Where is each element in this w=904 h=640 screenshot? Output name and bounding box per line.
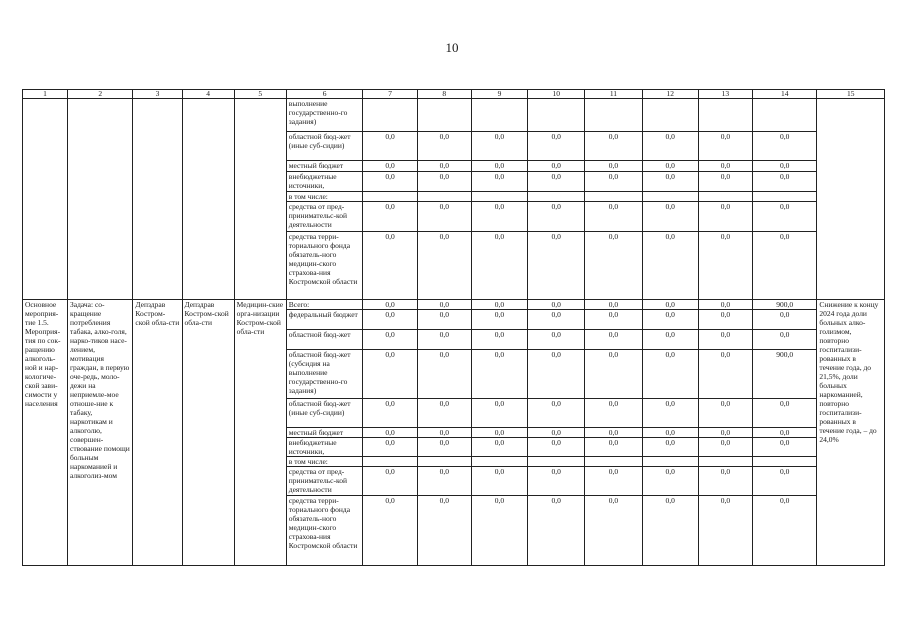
value-cell (698, 457, 752, 467)
value-cell (417, 99, 471, 132)
value-cell (698, 99, 752, 132)
funding-source-label: областной бюд-жет (субсидия на выполнение государственно-го задания) (286, 350, 363, 399)
value-cell: 0,0 (363, 399, 417, 428)
value-cell: 0,0 (528, 496, 585, 566)
expected-result: Снижение к концу 2024 года доли больных алко-голизмом, повторно госпитализи-рованных в течение года, до 21,5%, доли больных наркоманией, повторно госпитализи-рованных в течение года, – до 24,0% (817, 300, 885, 566)
participants: Медицин-ские орга-низации Костром-ской обла-сти (234, 300, 286, 566)
value-cell (471, 192, 527, 202)
value-cell: 0,0 (585, 428, 642, 438)
value-cell (528, 99, 585, 132)
value-cell: 0,0 (528, 132, 585, 161)
value-cell: 0,0 (528, 399, 585, 428)
value-cell (585, 457, 642, 467)
value-cell: 0,0 (698, 330, 752, 350)
value-cell: 0,0 (753, 232, 817, 300)
column-header: 2 (67, 90, 132, 99)
value-cell: 0,0 (471, 232, 527, 300)
funding-source-label: федеральный бюджет (286, 310, 363, 330)
value-cell: 0,0 (528, 172, 585, 192)
value-cell (417, 457, 471, 467)
funding-source-label: областной бюд-жет (иные суб-сидии) (286, 132, 363, 161)
value-cell: 0,0 (753, 428, 817, 438)
value-cell: 0,0 (698, 310, 752, 330)
value-cell: 0,0 (417, 300, 471, 310)
value-cell: 0,0 (417, 330, 471, 350)
header-row (23, 90, 885, 99)
value-cell: 0,0 (363, 202, 417, 232)
value-cell: 0,0 (698, 172, 752, 192)
value-cell: 0,0 (417, 496, 471, 566)
coexecutor: Депздрав Костром-ской обла-сти (182, 300, 234, 566)
value-cell (471, 457, 527, 467)
value-cell: 0,0 (698, 202, 752, 232)
funding-source-label: внебюджетные источники, (286, 172, 363, 192)
value-cell (698, 192, 752, 202)
value-cell: 0,0 (698, 428, 752, 438)
column-header: 1 (23, 90, 68, 99)
value-cell: 0,0 (642, 350, 698, 399)
value-cell: 0,0 (642, 132, 698, 161)
column-header: 8 (417, 90, 471, 99)
value-cell: 0,0 (363, 496, 417, 566)
page-number: 10 (445, 40, 459, 55)
event-name: Основное мероприя-тие 1.5. Мероприя-тия по сок-ращению алкоголь-ной и нар-кологиче-ской зави-симости у населения (23, 300, 68, 566)
value-cell: 0,0 (417, 428, 471, 438)
empty-cell (182, 99, 234, 300)
value-cell: 0,0 (417, 310, 471, 330)
value-cell: 0,0 (642, 161, 698, 172)
column-header: 15 (817, 90, 885, 99)
value-cell: 0,0 (471, 428, 527, 438)
value-cell: 0,0 (585, 202, 642, 232)
value-cell: 0,0 (363, 300, 417, 310)
value-cell: 0,0 (642, 438, 698, 457)
value-cell: 0,0 (753, 496, 817, 566)
value-cell: 0,0 (471, 202, 527, 232)
value-cell (528, 457, 585, 467)
value-cell: 0,0 (417, 467, 471, 496)
value-cell: 0,0 (698, 496, 752, 566)
value-cell: 0,0 (528, 161, 585, 172)
column-header: 7 (363, 90, 417, 99)
funding-source-label: областной бюд-жет (286, 330, 363, 350)
value-cell: 0,0 (642, 496, 698, 566)
value-cell: 0,0 (642, 202, 698, 232)
value-cell (642, 192, 698, 202)
column-header: 13 (698, 90, 752, 99)
value-cell: 0,0 (471, 467, 527, 496)
table-row (23, 99, 885, 132)
funding-source-label: средства терри-ториального фонда обязатель-ного медицин-ского страхова-ния Костромской области (286, 232, 363, 300)
funding-source-label: местный бюджет (286, 428, 363, 438)
column-header: 3 (133, 90, 182, 99)
value-cell: 900,0 (753, 300, 817, 310)
value-cell: 0,0 (471, 438, 527, 457)
value-cell: 0,0 (363, 428, 417, 438)
value-cell: 0,0 (698, 438, 752, 457)
value-cell (585, 99, 642, 132)
value-cell (528, 192, 585, 202)
value-cell: 0,0 (753, 202, 817, 232)
value-cell: 0,0 (471, 350, 527, 399)
value-cell: 0,0 (417, 438, 471, 457)
value-cell (363, 99, 417, 132)
budget-table (22, 89, 885, 566)
task-description: Задача: со-кращение потребления табака, алко-голя, нарко-тиков насе-лением, мотивация граждан, в первую оче-редь, моло-дежи на неприемле-мое отноше-ние к табаку, наркотикам и алкоголю, совершен-ствование помощи больным наркоманией и алкоголиз-мом (67, 300, 132, 566)
value-cell: 0,0 (417, 132, 471, 161)
value-cell: 0,0 (417, 232, 471, 300)
value-cell (363, 192, 417, 202)
funding-source-label: местный бюджет (286, 161, 363, 172)
funding-source-label: внебюджетные источники, (286, 438, 363, 457)
value-cell: 0,0 (471, 310, 527, 330)
value-cell: 0,0 (363, 132, 417, 161)
value-cell: 0,0 (363, 161, 417, 172)
value-cell: 0,0 (528, 330, 585, 350)
value-cell: 0,0 (363, 232, 417, 300)
funding-source-label: выполнение государственно-го задания) (286, 99, 363, 132)
value-cell: 0,0 (753, 310, 817, 330)
value-cell: 0,0 (471, 161, 527, 172)
value-cell: 0,0 (528, 202, 585, 232)
empty-cell (817, 99, 885, 300)
value-cell: 0,0 (753, 399, 817, 428)
column-header: 6 (286, 90, 363, 99)
value-cell (642, 99, 698, 132)
value-cell: 0,0 (698, 232, 752, 300)
value-cell: 0,0 (363, 172, 417, 192)
value-cell (585, 192, 642, 202)
value-cell: 0,0 (471, 300, 527, 310)
value-cell: 0,0 (528, 232, 585, 300)
column-header: 12 (642, 90, 698, 99)
value-cell: 0,0 (528, 467, 585, 496)
column-header: 9 (471, 90, 527, 99)
value-cell: 0,0 (585, 172, 642, 192)
value-cell: 0,0 (753, 438, 817, 457)
value-cell (753, 457, 817, 467)
value-cell: 0,0 (585, 350, 642, 399)
value-cell: 0,0 (698, 350, 752, 399)
value-cell: 0,0 (753, 172, 817, 192)
value-cell: 0,0 (528, 300, 585, 310)
value-cell: 0,0 (363, 350, 417, 399)
value-cell: 0,0 (471, 496, 527, 566)
funding-source-label: в том числе: (286, 457, 363, 467)
value-cell: 0,0 (471, 172, 527, 192)
value-cell: 0,0 (471, 330, 527, 350)
value-cell: 0,0 (417, 350, 471, 399)
value-cell: 0,0 (642, 330, 698, 350)
value-cell: 0,0 (528, 350, 585, 399)
value-cell: 0,0 (417, 202, 471, 232)
value-cell: 0,0 (698, 300, 752, 310)
value-cell (642, 457, 698, 467)
value-cell: 0,0 (471, 399, 527, 428)
value-cell: 0,0 (698, 467, 752, 496)
value-cell: 0,0 (585, 310, 642, 330)
empty-cell (67, 99, 132, 300)
table-row (23, 300, 885, 310)
value-cell: 0,0 (363, 438, 417, 457)
value-cell: 0,0 (585, 496, 642, 566)
funding-source-label: в том числе: (286, 192, 363, 202)
responsible-executor: Депздрав Костром-ской обла-сти (133, 300, 182, 566)
value-cell: 0,0 (753, 132, 817, 161)
value-cell (753, 99, 817, 132)
value-cell: 0,0 (528, 428, 585, 438)
value-cell: 0,0 (363, 310, 417, 330)
empty-cell (133, 99, 182, 300)
value-cell: 0,0 (753, 330, 817, 350)
empty-cell (23, 99, 68, 300)
value-cell: 0,0 (642, 428, 698, 438)
value-cell: 0,0 (642, 300, 698, 310)
value-cell: 0,0 (642, 467, 698, 496)
value-cell: 0,0 (471, 132, 527, 161)
value-cell (363, 457, 417, 467)
value-cell: 0,0 (585, 438, 642, 457)
value-cell: 0,0 (585, 232, 642, 300)
value-cell: 0,0 (585, 300, 642, 310)
value-cell: 900,0 (753, 350, 817, 399)
value-cell: 0,0 (417, 172, 471, 192)
empty-cell (234, 99, 286, 300)
column-header: 5 (234, 90, 286, 99)
column-header: 4 (182, 90, 234, 99)
value-cell (753, 192, 817, 202)
value-cell: 0,0 (417, 161, 471, 172)
funding-source-label: Всего: (286, 300, 363, 310)
value-cell: 0,0 (698, 132, 752, 161)
value-cell: 0,0 (698, 399, 752, 428)
value-cell: 0,0 (528, 310, 585, 330)
funding-source-label: средства от пред-принимательс-кой деятельности (286, 467, 363, 496)
column-header: 14 (753, 90, 817, 99)
funding-source-label: средства от пред-принимательс-кой деятельности (286, 202, 363, 232)
value-cell: 0,0 (417, 399, 471, 428)
value-cell: 0,0 (585, 399, 642, 428)
value-cell: 0,0 (585, 330, 642, 350)
value-cell: 0,0 (642, 172, 698, 192)
value-cell: 0,0 (363, 330, 417, 350)
funding-source-label: областной бюд-жет (иные суб-сидии) (286, 399, 363, 428)
value-cell: 0,0 (642, 310, 698, 330)
value-cell: 0,0 (642, 399, 698, 428)
value-cell: 0,0 (642, 232, 698, 300)
value-cell: 0,0 (753, 161, 817, 172)
column-header: 11 (585, 90, 642, 99)
value-cell (417, 192, 471, 202)
value-cell: 0,0 (698, 161, 752, 172)
value-cell: 0,0 (753, 467, 817, 496)
value-cell: 0,0 (363, 467, 417, 496)
value-cell: 0,0 (585, 467, 642, 496)
value-cell: 0,0 (585, 161, 642, 172)
value-cell: 0,0 (585, 132, 642, 161)
value-cell: 0,0 (528, 438, 585, 457)
funding-source-label: средства терри-ториального фонда обязатель-ного медицин-ского страхова-ния Костромской области (286, 496, 363, 566)
value-cell (471, 99, 527, 132)
column-header: 10 (528, 90, 585, 99)
